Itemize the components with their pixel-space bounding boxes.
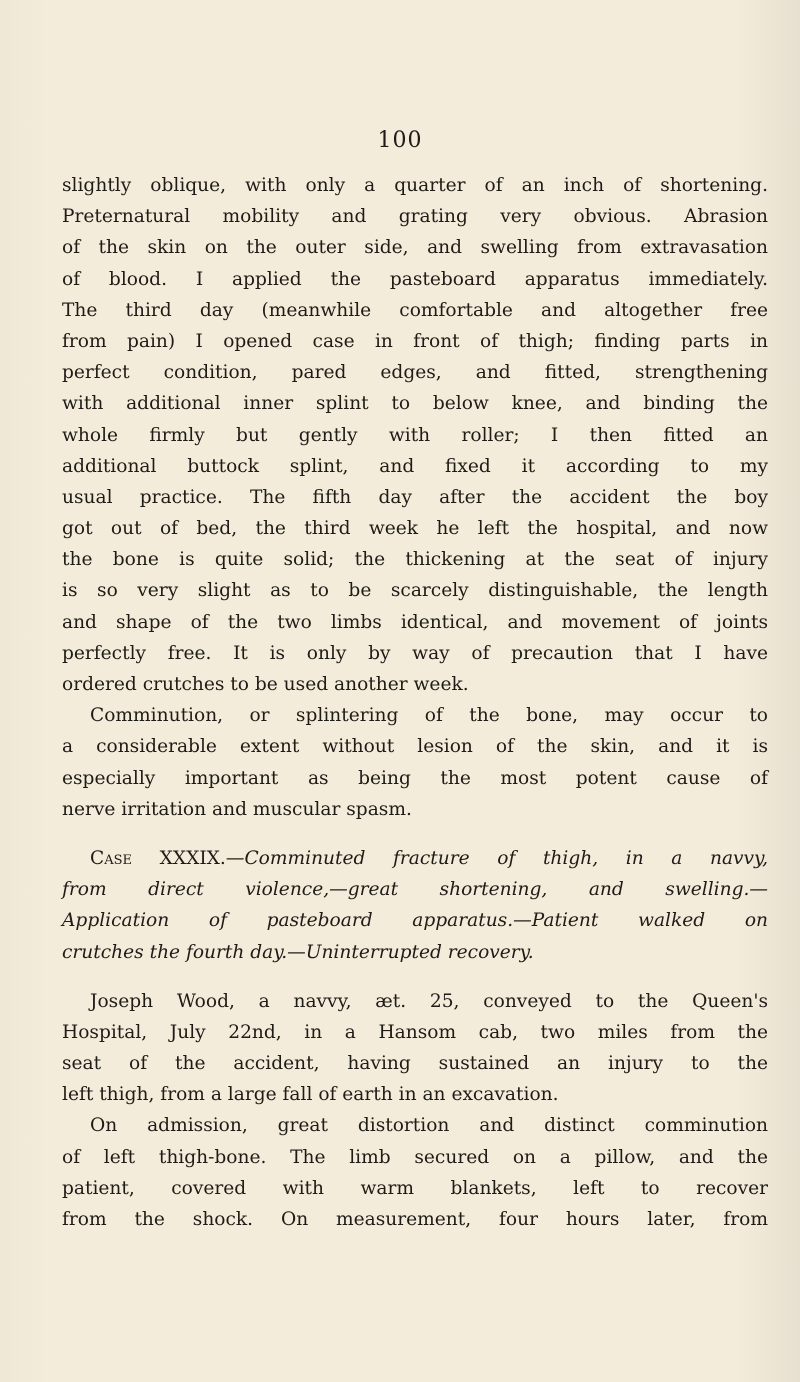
text-line: of left thigh-bone. The limb secured on a pillow, and the	[62, 1146, 768, 1168]
text-line: whole firmly but gently with roller; I then fitted an	[62, 424, 768, 446]
case-heading-line: Application of pasteboard apparatus.—Patient walked on	[62, 910, 768, 932]
text-line: and shape of the two limbs identical, and movement of joints	[62, 611, 768, 633]
text-line: nerve irritation and muscular spasm.	[62, 798, 412, 820]
text-line: On admission, great distortion and distinct comminution	[90, 1115, 768, 1137]
text-line: a considerable extent without lesion of the skin, and it is	[62, 736, 768, 758]
text-line: additional buttock splint, and fixed it according to my	[62, 455, 768, 477]
text-line: seat of the accident, having sustained an injury to the	[62, 1053, 768, 1075]
case-heading	[62, 843, 768, 968]
page-text	[62, 170, 768, 1235]
case-title-text: —Comminuted fracture of thigh, in a navvy,	[225, 847, 769, 869]
text-line: ordered crutches to be used another week.	[62, 674, 469, 695]
text-line: of blood. I applied the pasteboard apparatus immediately.	[62, 268, 768, 290]
text-line: usual practice. The fifth day after the accident the boy	[62, 486, 768, 508]
text-line: from the shock. On measurement, four hours later, from	[62, 1209, 768, 1230]
text-line: especially important as being the most potent cause of	[62, 767, 768, 789]
text-line: The third day (meanwhile comfortable and altogether free	[62, 299, 768, 321]
text-line: Preternatural mobility and grating very obvious. Abrasion	[62, 206, 768, 228]
text-line: is so very slight as to be scarcely distinguishable, the length	[62, 580, 768, 602]
paragraph-4	[62, 1110, 768, 1235]
case-label: Case XXXIX.	[90, 847, 226, 869]
page-number: 100	[377, 128, 423, 153]
paragraph-2	[62, 700, 768, 825]
text-line: perfect condition, pared edges, and fitted, strengthening	[62, 362, 768, 384]
case-heading-line: from direct violence,—great shortening, and swelling.—	[62, 879, 768, 901]
text-line: with additional inner splint to below knee, and binding the	[62, 393, 768, 415]
text-line: patient, covered with warm blankets, left to recover	[62, 1177, 768, 1199]
paragraph-1	[62, 170, 768, 700]
text-line: Comminution, or splintering of the bone, may occur to	[90, 705, 768, 727]
case-heading-line: crutches the fourth day.—Uninterrupted recovery.	[62, 941, 534, 963]
text-line: slightly oblique, with only a quarter of an inch of shortening.	[62, 175, 768, 196]
text-line: from pain) I opened case in front of thigh; finding parts in	[62, 330, 768, 352]
text-line: Joseph Wood, a navvy, æt. 25, conveyed to the Queen's	[90, 990, 768, 1012]
text-line: of the skin on the outer side, and swelling from extravasation	[62, 237, 768, 259]
text-line: perfectly free. It is only by way of precaution that I have	[62, 642, 768, 664]
text-line: got out of bed, the third week he left the hospital, and now	[62, 518, 768, 540]
text-line: Hospital, July 22nd, in a Hansom cab, two miles from the	[62, 1021, 768, 1043]
text-line: the bone is quite solid; the thickening at the seat of injury	[62, 549, 768, 571]
paragraph-3	[62, 986, 768, 1111]
text-line: left thigh, from a large fall of earth in an excavation.	[62, 1084, 559, 1106]
case-heading-line	[62, 843, 768, 874]
